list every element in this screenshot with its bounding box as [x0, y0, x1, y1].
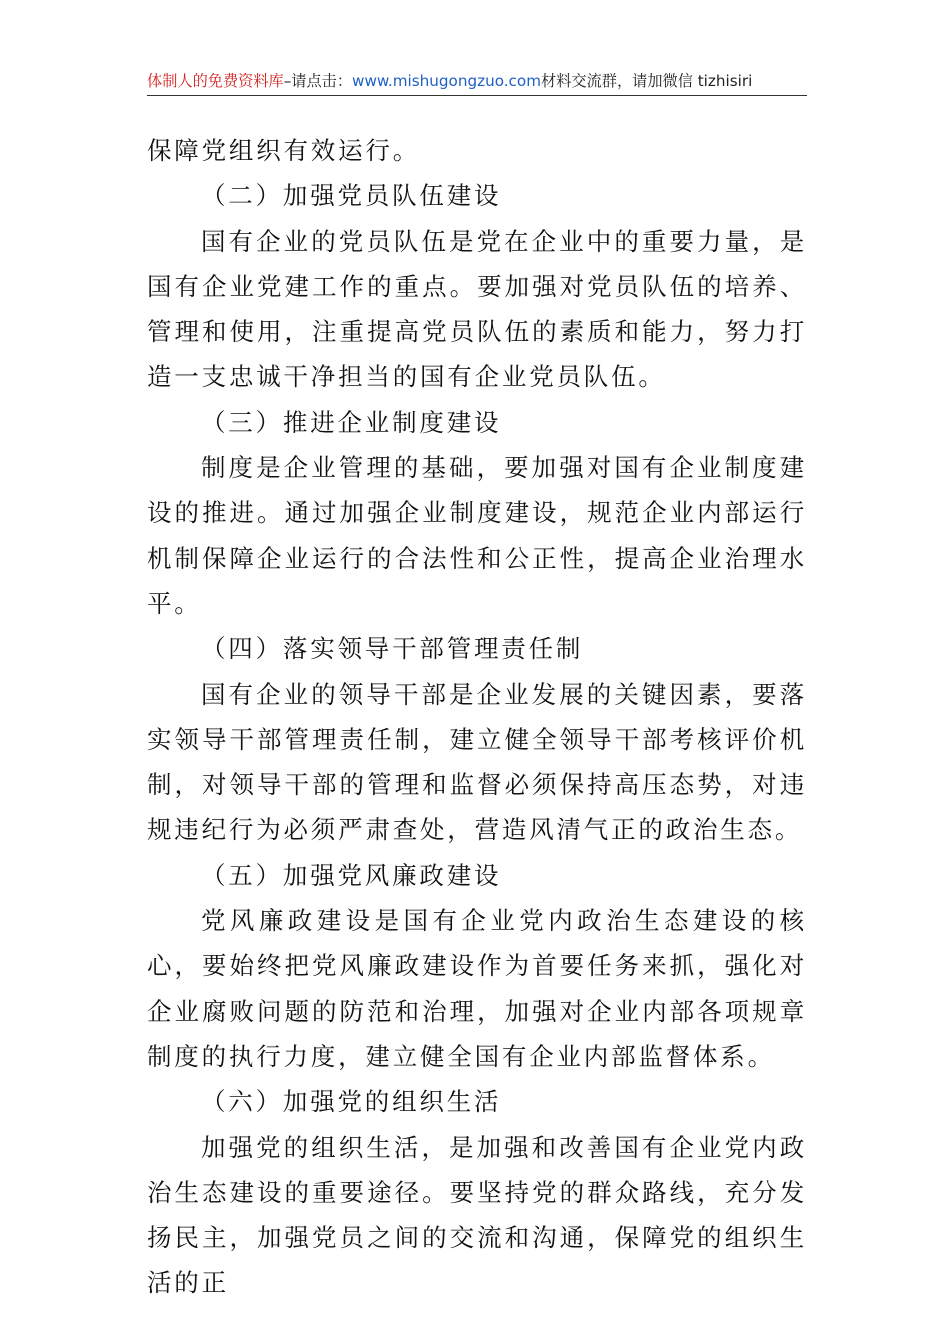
- header-brand: 体制人的免费资料库: [147, 72, 284, 90]
- section-3: [147, 400, 807, 626]
- header-prompt: –请点击：: [283, 72, 353, 90]
- section-paragraph: 加强党的组织生活，是加强和改善国有企业党内政治生态建设的重要途径。要坚持党的群众路线，充分发扬民主，加强党员之间的交流和沟通，保障党的组织生活的正: [147, 1132, 807, 1298]
- section-4: [147, 626, 807, 852]
- section-paragraph: 党风廉政建设是国有企业党内政治生态建设的核心，要始终把党风廉政建设作为首要任务来抓，强化对企业腐败问题的防范和治理，加强对企业内部各项规章制度的执行力度，建立健全国有企业内部监督体系。: [147, 906, 807, 1071]
- section-heading: （五）加强党风廉政建设: [201, 860, 502, 890]
- document-body: [147, 128, 807, 1306]
- section-2: [147, 173, 807, 399]
- section-heading: （三）推进企业制度建设: [201, 407, 502, 437]
- section-paragraph: 国有企业的领导干部是企业发展的关键因素，要落实领导干部管理责任制，建立健全领导干部考核评价机制，对领导干部的管理和监督必须保持高压态势，对违规违纪行为必须严肃查处，营造风清气正的政治生态。: [147, 679, 807, 845]
- section-paragraph: 国有企业的党员队伍是党在企业中的重要力量，是国有企业党建工作的重点。要加强对党员队伍的培养、管理和使用，注重提高党员队伍的素质和能力，努力打造一支忠诚干净担当的国有企业党员队伍。: [147, 226, 807, 392]
- section-heading: （六）加强党的组织生活: [201, 1087, 502, 1117]
- section-6: [147, 1079, 807, 1305]
- header-divider: [147, 95, 807, 96]
- continuation-paragraph: 保障党组织有效运行。: [147, 136, 420, 165]
- section-heading: （四）落实领导干部管理责任制: [201, 634, 584, 664]
- section-5: [147, 853, 807, 1079]
- header-link[interactable]: www.mishugongzuo.com: [352, 72, 541, 90]
- section-paragraph: 制度是企业管理的基础，要加强对国有企业制度建设的推进。通过加强企业制度建设，规范企业内部运行机制保障企业运行的合法性和公正性，提高企业治理水平。: [147, 453, 807, 618]
- header-suffix: 材料交流群，请加微信 tizhisiri: [541, 72, 753, 90]
- section-heading: （二）加强党员队伍建设: [201, 181, 502, 211]
- page-header: [147, 68, 807, 94]
